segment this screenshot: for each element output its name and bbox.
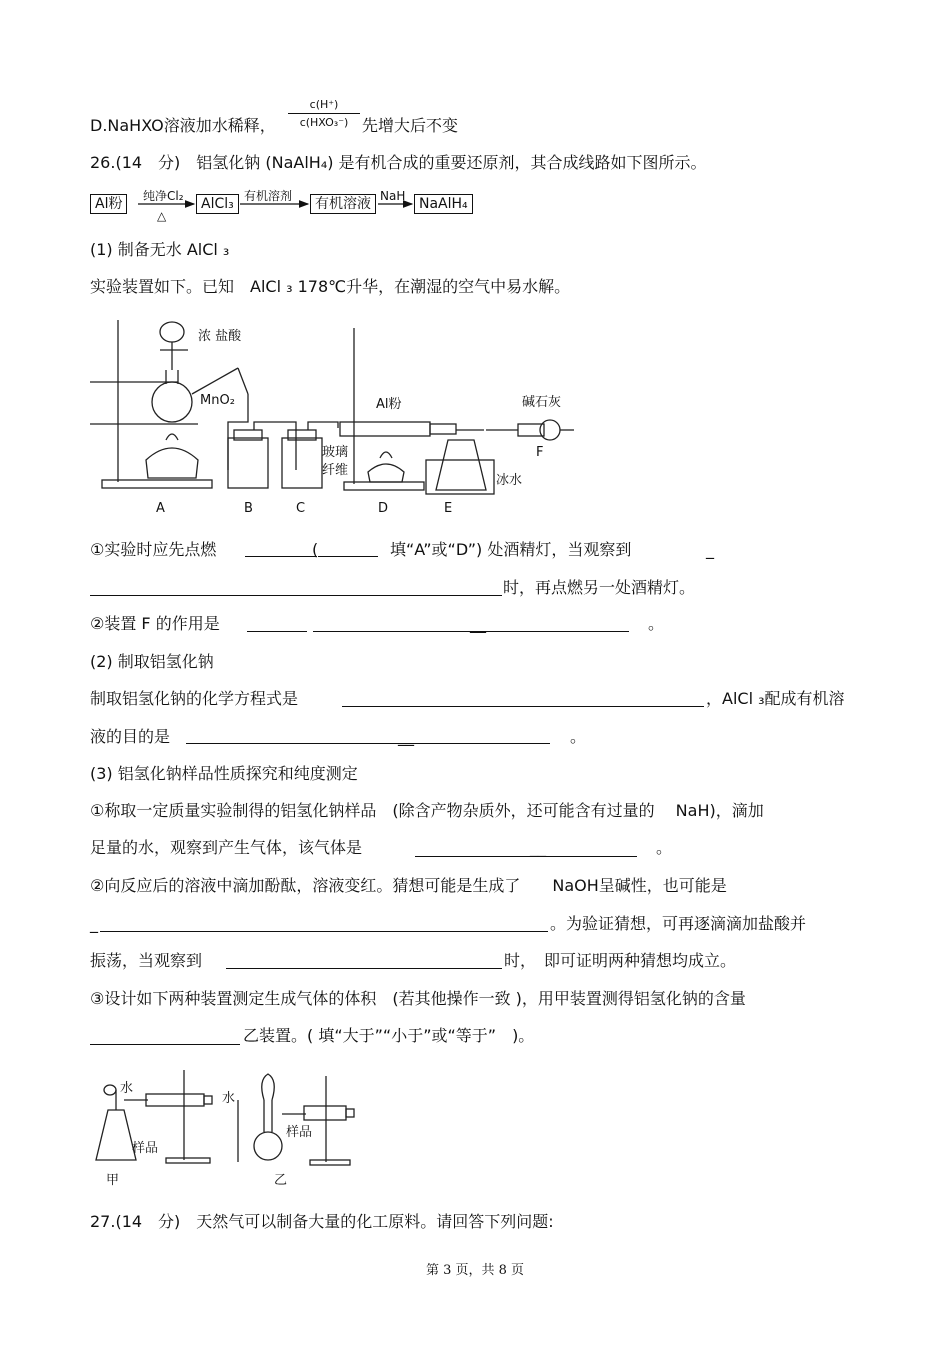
- label-al-powder: Al粉: [376, 397, 402, 412]
- q1-1-end: 时，再点燃另一处酒精灯。: [503, 578, 696, 597]
- q1-1-blank-a[interactable]: [245, 556, 317, 557]
- part2-title: (2) 制取铝氢化钠: [90, 652, 214, 671]
- route-arrows: [0, 0, 950, 230]
- q3-2-dash: _: [90, 914, 98, 933]
- q1-2-end: 。: [648, 614, 665, 633]
- label-f: F: [536, 445, 544, 460]
- q2-mark: __: [398, 727, 414, 746]
- route-al-box: Al粉: [90, 194, 127, 214]
- route-organic-box: 有机溶液: [310, 194, 376, 214]
- q1-1-mid: 填“A”或“D”) 处酒精灯，当观察到: [390, 540, 632, 559]
- q1-1-prefix: ①实验时应先点燃: [90, 540, 217, 559]
- label-sample-2: 样品: [286, 1125, 313, 1140]
- option-d-suffix: 先增大后不变: [362, 116, 459, 135]
- q1-1-blank-b[interactable]: [318, 556, 378, 557]
- q1-1-paren: (: [312, 540, 319, 559]
- label-soda-lime: 碱石灰: [522, 395, 562, 410]
- part3-title: (3) 铝氢化钠样品性质探究和纯度测定: [90, 764, 358, 783]
- q2-prefix: 制取铝氢化钠的化学方程式是: [90, 689, 299, 708]
- label-water-2: 水: [222, 1091, 236, 1106]
- label-sample-1: 样品: [132, 1141, 159, 1156]
- label-acid: 浓 盐酸: [198, 329, 242, 344]
- q3-1-line1: ①称取一定质量实验制得的铝氢化钠样品 (除含产物杂质外，还可能含有过量的 NaH)，滴加: [90, 801, 764, 820]
- q3-3-blank[interactable]: [90, 1044, 240, 1045]
- q3-2-end: 时， 即可证明两种猜想均成立。: [504, 951, 737, 970]
- fraction-denominator: c(HXO₃⁻): [299, 116, 349, 129]
- q2-blank-b[interactable]: [186, 743, 550, 744]
- route-alcl3-box: AlCl₃: [196, 194, 239, 214]
- label-fiber-1: 玻璃: [322, 445, 349, 460]
- q1-2-mark: __: [470, 614, 486, 633]
- q1-1-blank-c[interactable]: [90, 595, 502, 596]
- label-ice-water: 冰水: [496, 473, 523, 488]
- apparatus-diagram: [88, 310, 688, 520]
- q3-3-line1: ③设计如下两种装置测定生成气体的体积 (若其他操作一致 )，用甲装置测得铝氢化钠的含量: [90, 989, 746, 1008]
- q1-1-dash: _: [706, 540, 714, 559]
- route-arrow1-top: 纯净Cl₂: [143, 189, 184, 203]
- q2-blank-a[interactable]: [342, 706, 704, 707]
- part1-title: (1) 制备无水 AlCl ₃: [90, 240, 230, 259]
- q3-2-blank-b[interactable]: [226, 968, 502, 969]
- page-footer: 第 3 页，共 8 页: [425, 1263, 525, 1278]
- label-fiber-2: 纤维: [322, 463, 349, 478]
- q27-title: 27.(14 分) 天然气可以制备大量的化工原料。请回答下列问题:: [90, 1212, 554, 1231]
- label-e: E: [444, 501, 453, 516]
- q3-1-blank[interactable]: [415, 856, 637, 857]
- route-arrow1-bottom: △: [157, 209, 167, 223]
- q3-2-blank-a[interactable]: [100, 931, 548, 932]
- label-d: D: [378, 501, 389, 516]
- route-product-box: NaAlH₄: [414, 194, 473, 214]
- q3-1-mark: __: [530, 838, 546, 857]
- route-arrow2-top: 有机溶剂: [244, 189, 293, 203]
- q3-3-line2: 乙装置。( 填“大于”“小于”或“等于” )。: [243, 1026, 535, 1045]
- q1-2-prefix: ②装置 F 的作用是: [90, 614, 220, 633]
- route-arrow3-top: NaH: [380, 189, 406, 203]
- label-yi: 乙: [274, 1173, 288, 1188]
- label-b: B: [244, 501, 253, 516]
- setups-diagram: [88, 1060, 388, 1190]
- q2-end: 。: [570, 727, 587, 746]
- part1-intro: 实验装置如下。已知 AlCl ₃ 178℃升华，在潮湿的空气中易水解。: [90, 277, 571, 296]
- q3-2-line3: 振荡，当观察到: [90, 951, 203, 970]
- option-d-prefix: D.NaHXO: [90, 116, 164, 135]
- label-c: C: [296, 501, 306, 516]
- label-water-1: 水: [120, 1081, 134, 1096]
- q3-1-line2: 足量的水，观察到产生气体，该气体是: [90, 838, 363, 857]
- q3-2-mid: 。为验证猜想，可再逐滴滴加盐酸并: [550, 914, 807, 933]
- q2-mid: ，AlCl ₃配成有机溶: [706, 689, 845, 708]
- q3-1-end: 。: [656, 838, 673, 857]
- option-d-text: 溶液加水稀释，: [163, 116, 276, 135]
- fraction-numerator: c(H⁺): [309, 98, 339, 111]
- q1-2-blank-a[interactable]: [247, 631, 307, 632]
- label-jia: 甲: [106, 1173, 120, 1188]
- q26-title: 26.(14 分) 铝氢化钠 (NaAlH₄) 是有机合成的重要还原剂，其合成线路如下图所示。: [90, 153, 707, 172]
- q2-line2: 液的目的是: [90, 727, 171, 746]
- label-mno2: MnO₂: [200, 393, 235, 408]
- q3-2-line1: ②向反应后的溶液中滴加酚酞，溶液变红。猜想可能是生成了 NaOH呈碱性，也可能是: [90, 876, 727, 895]
- label-a: A: [156, 501, 165, 516]
